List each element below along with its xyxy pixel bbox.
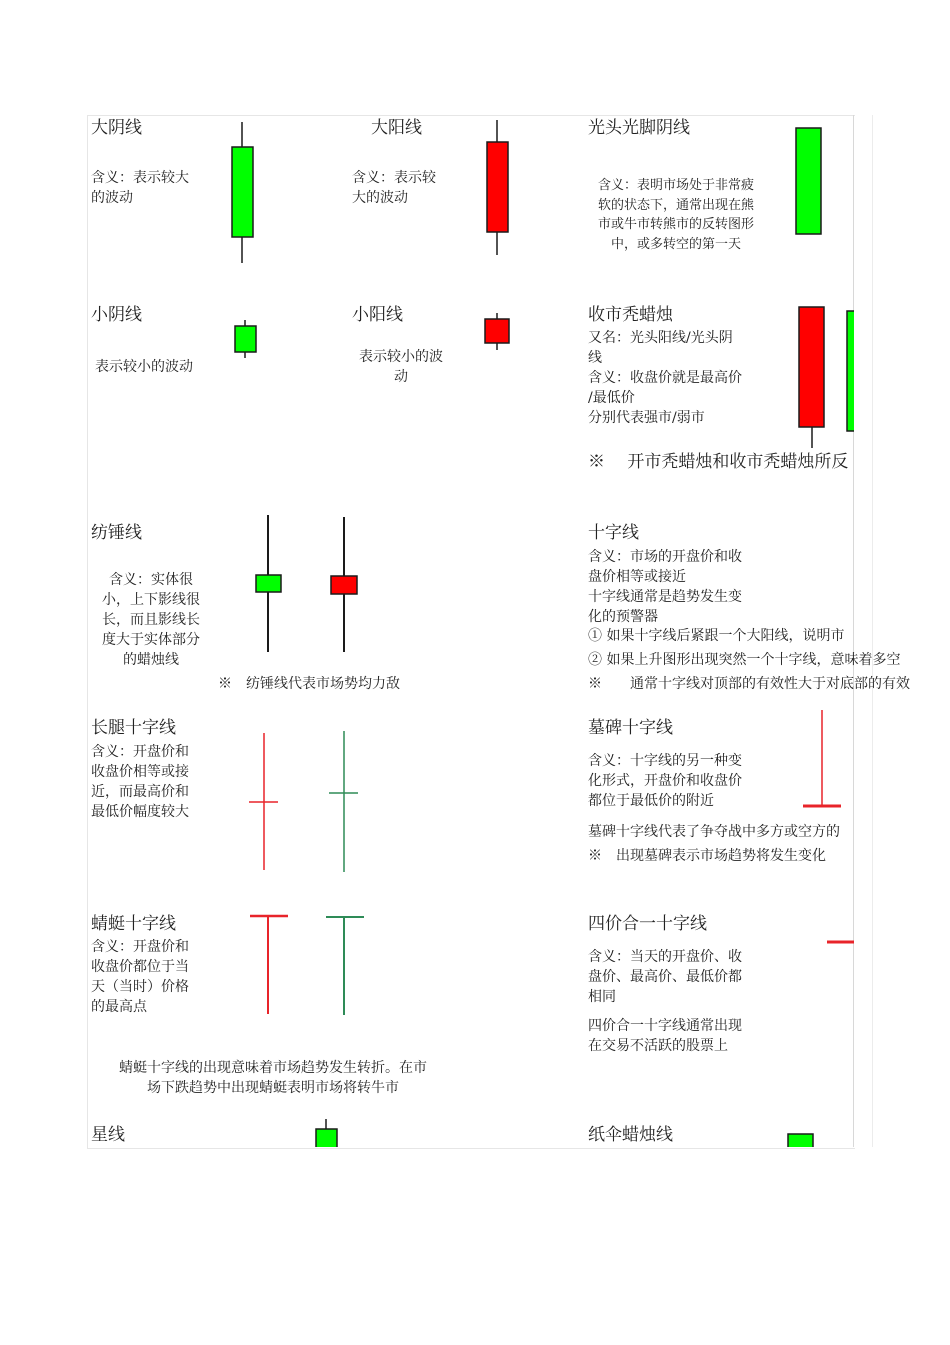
small-bear-title: 小阴线 <box>91 305 142 325</box>
big-bear-candle <box>232 122 253 263</box>
four-price-desc: 含义：当天的开盘价、收 盘价、最高价、最低价都 相同 <box>588 949 742 1005</box>
small-bear-candle <box>235 320 256 358</box>
small-bull-candle <box>485 313 509 350</box>
spinning-top-bear <box>256 515 281 652</box>
star-candle <box>316 1119 337 1151</box>
dragonfly-doji-red <box>250 916 288 1014</box>
spinning-top-bull <box>331 517 357 652</box>
spinning-top-desc: 含义：实体很 小，上下影线很 长，而且影线长 度大于实体部分 的蜡烛线 <box>102 572 200 668</box>
gravestone-note-1: 墓碑十字线代表了争夺战中多方或空方的 <box>588 824 840 840</box>
dragonfly-desc: 含义：开盘价和 收盘价都位于当 天（当时）价格 的最高点 <box>91 939 189 1015</box>
small-bull-desc: 表示较小的波 动 <box>359 349 443 385</box>
small-bear-desc: 表示较小的波动 <box>95 359 193 375</box>
gravestone-note-2: ※ 出现墓碑表示市场趋势将发生变化 <box>588 848 826 864</box>
bald-bear-desc: 含义：表明市场处于非常疲 软的状态下，通常出现在熊 市或牛市转熊市的反转图形 中，或多转空的第一天 <box>597 178 754 252</box>
four-price-note: 四价合一十字线通常出现 在交易不活跃的股票上 <box>588 1018 742 1054</box>
long-legged-desc: 含义：开盘价和 收盘价相等或接 近，而最高价和 最低价幅度较大 <box>91 744 189 820</box>
doji-desc: 含义：市场的开盘价和收 盘价相等或接近 十字线通常是趋势发生变 化的预警器 <box>588 549 742 625</box>
long-legged-doji-green <box>329 731 358 872</box>
star-title: 星线 <box>91 1125 125 1145</box>
spinning-top-note: ※ 纺锤线代表市场势均力敌 <box>218 676 400 692</box>
bald-bear-title: 光头光脚阴线 <box>588 118 690 138</box>
long-legged-title: 长腿十字线 <box>91 718 176 738</box>
umbrella-candle <box>788 1134 813 1154</box>
dragonfly-doji-green <box>326 917 364 1015</box>
long-legged-doji-red <box>249 733 278 870</box>
big-bull-candle <box>487 120 508 255</box>
four-price-title: 四价合一十字线 <box>588 914 707 934</box>
doji-title: 十字线 <box>588 523 639 543</box>
closing-bald-bull-candle <box>799 307 824 448</box>
doji-points: ① 如果十字线后紧跟一个大阳线，说明市 ② 如果上升图形出现突然一个十字线，意味着多空 ※ 通常十字线对顶部的有效性大于对底部的有效 <box>588 628 910 692</box>
closing-bald-bear-candle <box>847 311 872 431</box>
dragonfly-note: 蜻蜓十字线的出现意味着市场趋势发生转折。在市 场下跌趋势中出现蜻蜓表明市场将转牛市 <box>119 1060 427 1096</box>
small-bull-title: 小阳线 <box>352 305 403 325</box>
big-bear-desc: 含义：表示较大 的波动 <box>91 170 189 206</box>
closing-bald-note: ※ 开市秃蜡烛和收市秃蜡烛所反 <box>588 452 849 472</box>
spinning-top-title: 纺锤线 <box>91 523 142 543</box>
umbrella-title: 纸伞蜡烛线 <box>588 1125 673 1145</box>
closing-bald-title: 收市秃蜡烛 <box>588 305 673 325</box>
big-bull-desc: 含义：表示较 大的波动 <box>352 170 436 206</box>
bald-bear-candle <box>796 128 821 234</box>
closing-bald-desc: 又名：光头阳线/光头阴 线 含义：收盘价就是最高价 /最低价 分别代表强市/弱市 <box>588 330 742 426</box>
big-bear-title: 大阴线 <box>91 118 142 138</box>
gravestone-title: 墓碑十字线 <box>588 718 673 738</box>
gravestone-doji <box>803 710 841 806</box>
dragonfly-title: 蜻蜓十字线 <box>91 914 176 934</box>
big-bull-title: 大阳线 <box>371 118 422 138</box>
gravestone-desc: 含义：十字线的另一种变 化形式，开盘价和收盘价 都位于最低价的附近 <box>588 753 742 809</box>
